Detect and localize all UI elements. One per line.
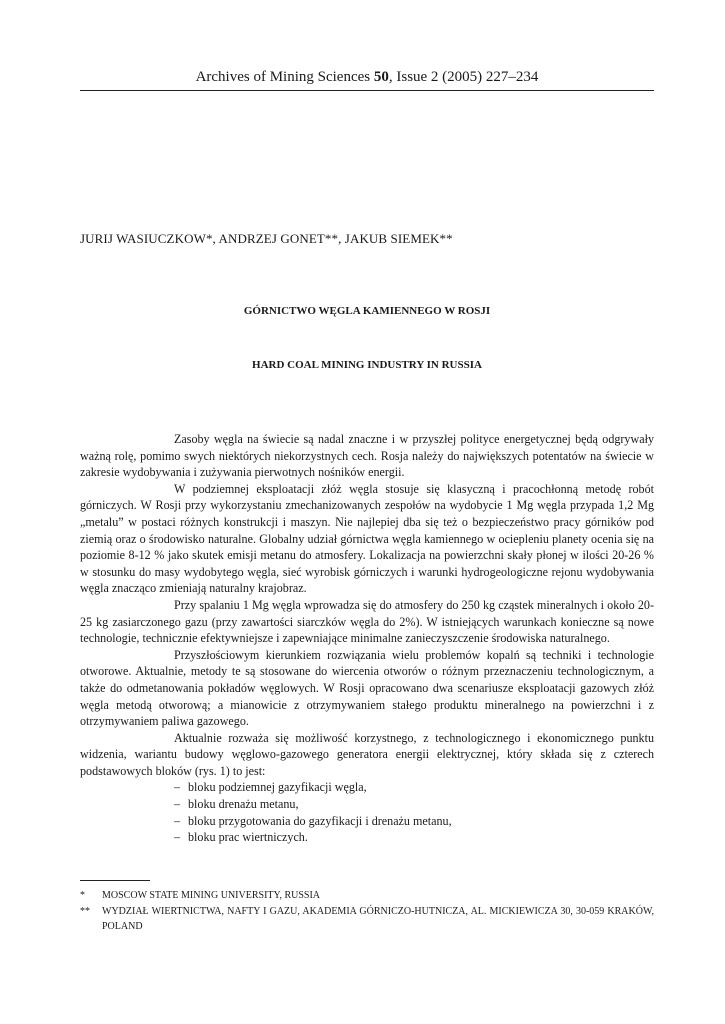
footnote-text: WYDZIAŁ WIERTNICTWA, NAFTY I GAZU, AKADEMIA GÓRNICZO-HUTNICZA, AL. MICKIEWICZA 30, 30-059 KRAKÓW, POLAND — [102, 906, 654, 932]
block-list — [80, 779, 654, 845]
footnote-1 — [80, 888, 654, 903]
list-dash: – — [174, 830, 181, 845]
footnote-2 — [80, 904, 654, 934]
title-polish: GÓRNICTWO WĘGLA KAMIENNEGO W ROSJI — [243, 305, 491, 317]
header-rule — [80, 90, 654, 91]
paragraph-4: Przyszłościowym kierunkiem rozwiązania wielu problemów kopalń są techniki i technologie otworowe. Aktualnie, metody te są stosowane do wiercenia otworów o różnym przeznaczeniu technologicznym, a także do odmetanowania pokładów węglowych. W Rosji opracowano dwa scenariusze eksploatacji gazowych złóż węgla metodą otworową; a mianowicie z otrzymywaniem stałego produktu mineralnego na powierzchni i z otrzymywaniem paliwa gazowego. — [80, 647, 654, 729]
list-dash: – — [174, 780, 181, 795]
footnote-mark: * — [80, 890, 85, 901]
paragraph-1: Zasoby węgla na świecie są nadal znaczne i w przyszłej polityce energetycznej będą odgrywały ważną rolę, pomimo swych niektórych niekorzystnych cech. Rosja należy do największych potentatów na świecie w zakresie wydobywania i zużywania pierwotnych nośników energii. — [80, 432, 654, 480]
list-dash: – — [174, 797, 181, 812]
footnote-rule — [80, 880, 150, 881]
body-text — [80, 431, 654, 846]
list-item — [80, 829, 654, 846]
journal-issue-pages: , Issue 2 (2005) 227–234 — [388, 69, 539, 85]
authors: JURIJ WASIUCZKOW*, ANDRZEJ GONET**, JAKUB SIEMEK** — [80, 231, 453, 246]
journal-name: Archives of Mining Sciences — [195, 69, 371, 85]
title-english: HARD COAL MINING INDUSTRY IN RUSSIA — [252, 359, 482, 371]
list-item-text: bloku przygotowania do gazyfikacji i drenażu metanu, — [188, 813, 452, 828]
list-item — [80, 813, 654, 830]
footnotes — [80, 888, 654, 935]
journal-header — [80, 66, 654, 88]
journal-volume: 50 — [373, 69, 389, 85]
paragraph-5: Aktualnie rozważa się możliwość korzystnego, z technologicznego i ekonomicznego punktu widzenia, wariantu budowy węglowo-gazowego generatora energii elektrycznej, który składa się z czterech podstawowych bloków (rys. 1) to jest: — [80, 730, 654, 778]
footnote-text: MOSCOW STATE MINING UNIVERSITY, RUSSIA — [102, 890, 321, 901]
footnote-mark: ** — [80, 906, 90, 917]
list-item — [80, 796, 654, 813]
paragraph-3: Przy spalaniu 1 Mg węgla wprowadza się do atmosfery do 250 kg cząstek mineralnych i około 20-25 kg zasiarczonego gazu (przy zawartości siarczków węgla do 2%). W istniejących warunkach konieczne są nowe technologie, technicznie efektywniejsze i zapewniające minimalne zanieczyszczenie środowiska naturalnego. — [80, 597, 654, 646]
list-item — [80, 779, 654, 796]
list-item-text: bloku podziemnej gazyfikacji węgla, — [188, 780, 367, 795]
list-dash: – — [174, 813, 181, 828]
list-item-text: bloku drenażu metanu, — [188, 797, 299, 812]
list-item-text: bloku prac wiertniczych. — [188, 830, 308, 845]
paragraph-2: W podziemnej eksploatacji złóż węgla stosuje się klasyczną i pracochłonną metodę robót górniczych. W Rosji przy wykorzystaniu zmechanizowanych zespołów na wydobycie 1 Mg węgla przypada 1,2 Mg „metalu” w postaci różnych konstrukcji i maszyn. Nie najlepiej dba się też o bezpieczeństwo pracy górników pod ziemią oraz o środowisko naturalne. Globalny udział górnictwa węgla kamiennego w ociepleniu planety ocenia się na poziomie 8-12 % jako skutek emisji metanu do atmosfery. Lokalizacja na powierzchni skały płonej w ilości 20-26 % w stosunku do masy wydobytego węgla, sieć wyrobisk górniczych i warunki hydrogeologiczne rejonu wydobywania węgla znacząco zmieniają naturalny krajobraz. — [80, 481, 654, 596]
